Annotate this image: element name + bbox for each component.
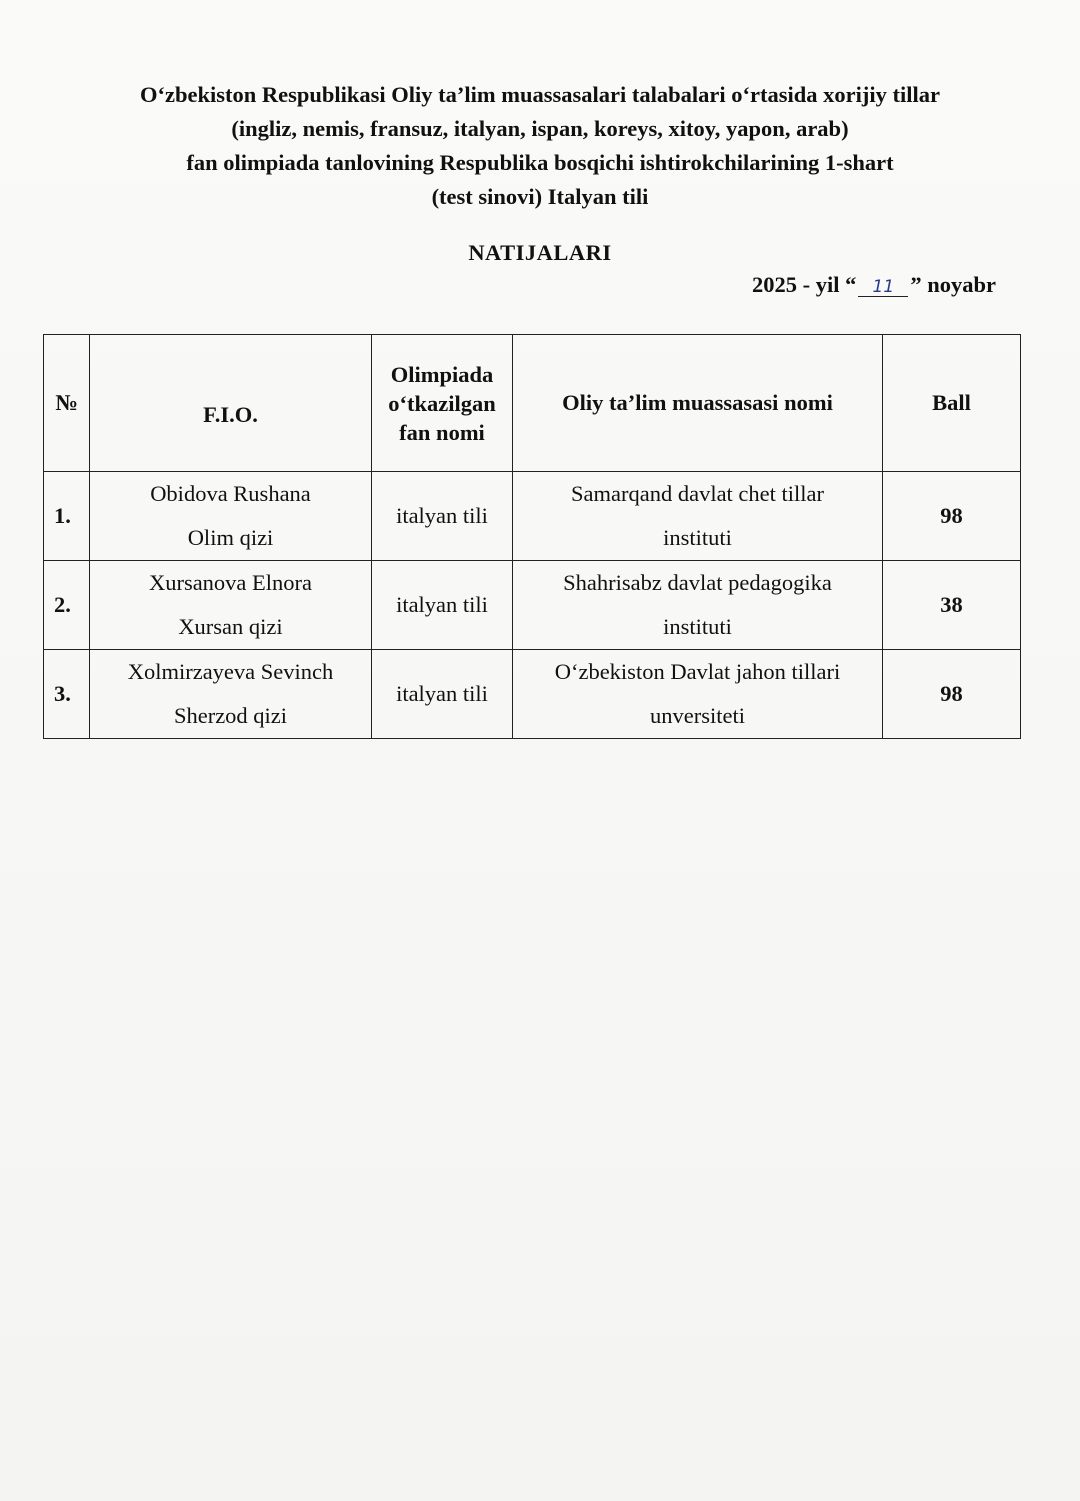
row-fio-line-1: Obidova Rushana — [150, 481, 311, 506]
row-fio-line-2: Sherzod qizi — [173, 703, 288, 728]
row-subject: italyan tili — [372, 650, 513, 739]
heading-line-4: (test sinovi) Italyan tili — [431, 184, 649, 209]
row-institution-line-1: O‘zbekiston Davlat jahon tillari — [554, 659, 841, 684]
table-header-row — [44, 335, 1021, 472]
row-institution-line-1: Shahrisabz davlat pedagogika — [563, 570, 832, 595]
row-fio-line-2: Xursan qizi — [178, 614, 283, 639]
table-row — [44, 650, 1021, 739]
row-institution-line-2: instituti — [663, 614, 732, 639]
row-fio-line-1: Xolmirzayeva Sevinch — [127, 659, 334, 684]
header-fio — [90, 335, 372, 472]
row-institution — [513, 650, 883, 739]
row-fio-line-1: Xursanova Elnora — [148, 570, 313, 595]
header-subject-line-1: Olimpiada — [390, 361, 494, 387]
date-day-handwritten: 11 — [858, 278, 908, 297]
row-num: 2. — [44, 561, 90, 650]
header-institution: Oliy ta’lim muassasasi nomi — [513, 335, 883, 472]
header-subject — [372, 335, 513, 472]
row-institution — [513, 561, 883, 650]
document-subtitle: NATIJALARI — [468, 240, 612, 265]
heading-line-1: O‘zbekiston Respublikasi Oliy ta’lim muassasalari talabalari o‘rtasida xorijiy tillar — [139, 82, 940, 107]
header-subject-line-2: o‘tkazilgan — [388, 390, 496, 416]
row-institution-line-2: instituti — [663, 525, 732, 550]
row-institution-line-1: Samarqand davlat chet tillar — [570, 481, 825, 506]
row-fio — [90, 472, 372, 561]
header-num: № — [44, 335, 90, 472]
results-table — [43, 334, 1021, 739]
heading-line-2: (ingliz, nemis, fransuz, italyan, ispan, koreys, xitoy, yapon, arab) — [231, 116, 849, 141]
date-suffix: ” noyabr — [910, 272, 996, 297]
row-num: 1. — [44, 472, 90, 561]
row-score: 98 — [883, 650, 1021, 739]
header-fio-label: F.I.O. — [203, 402, 258, 427]
row-num: 3. — [44, 650, 90, 739]
row-subject: italyan tili — [372, 561, 513, 650]
document-heading — [60, 78, 1020, 214]
row-fio — [90, 561, 372, 650]
row-fio — [90, 650, 372, 739]
header-subject-line-3: fan nomi — [399, 419, 485, 445]
row-institution — [513, 472, 883, 561]
row-subject: italyan tili — [372, 472, 513, 561]
header-score: Ball — [883, 335, 1021, 472]
heading-line-3: fan olimpiada tanlovining Respublika bosqichi ishtirokchilarining 1-shart — [186, 150, 894, 175]
date-prefix: 2025 - yil “ — [751, 272, 857, 297]
document-date — [752, 272, 996, 298]
row-score: 98 — [883, 472, 1021, 561]
table-row — [44, 561, 1021, 650]
table-row — [44, 472, 1021, 561]
row-score: 38 — [883, 561, 1021, 650]
row-fio-line-2: Olim qizi — [187, 525, 274, 550]
row-institution-line-2: unversiteti — [650, 703, 745, 728]
